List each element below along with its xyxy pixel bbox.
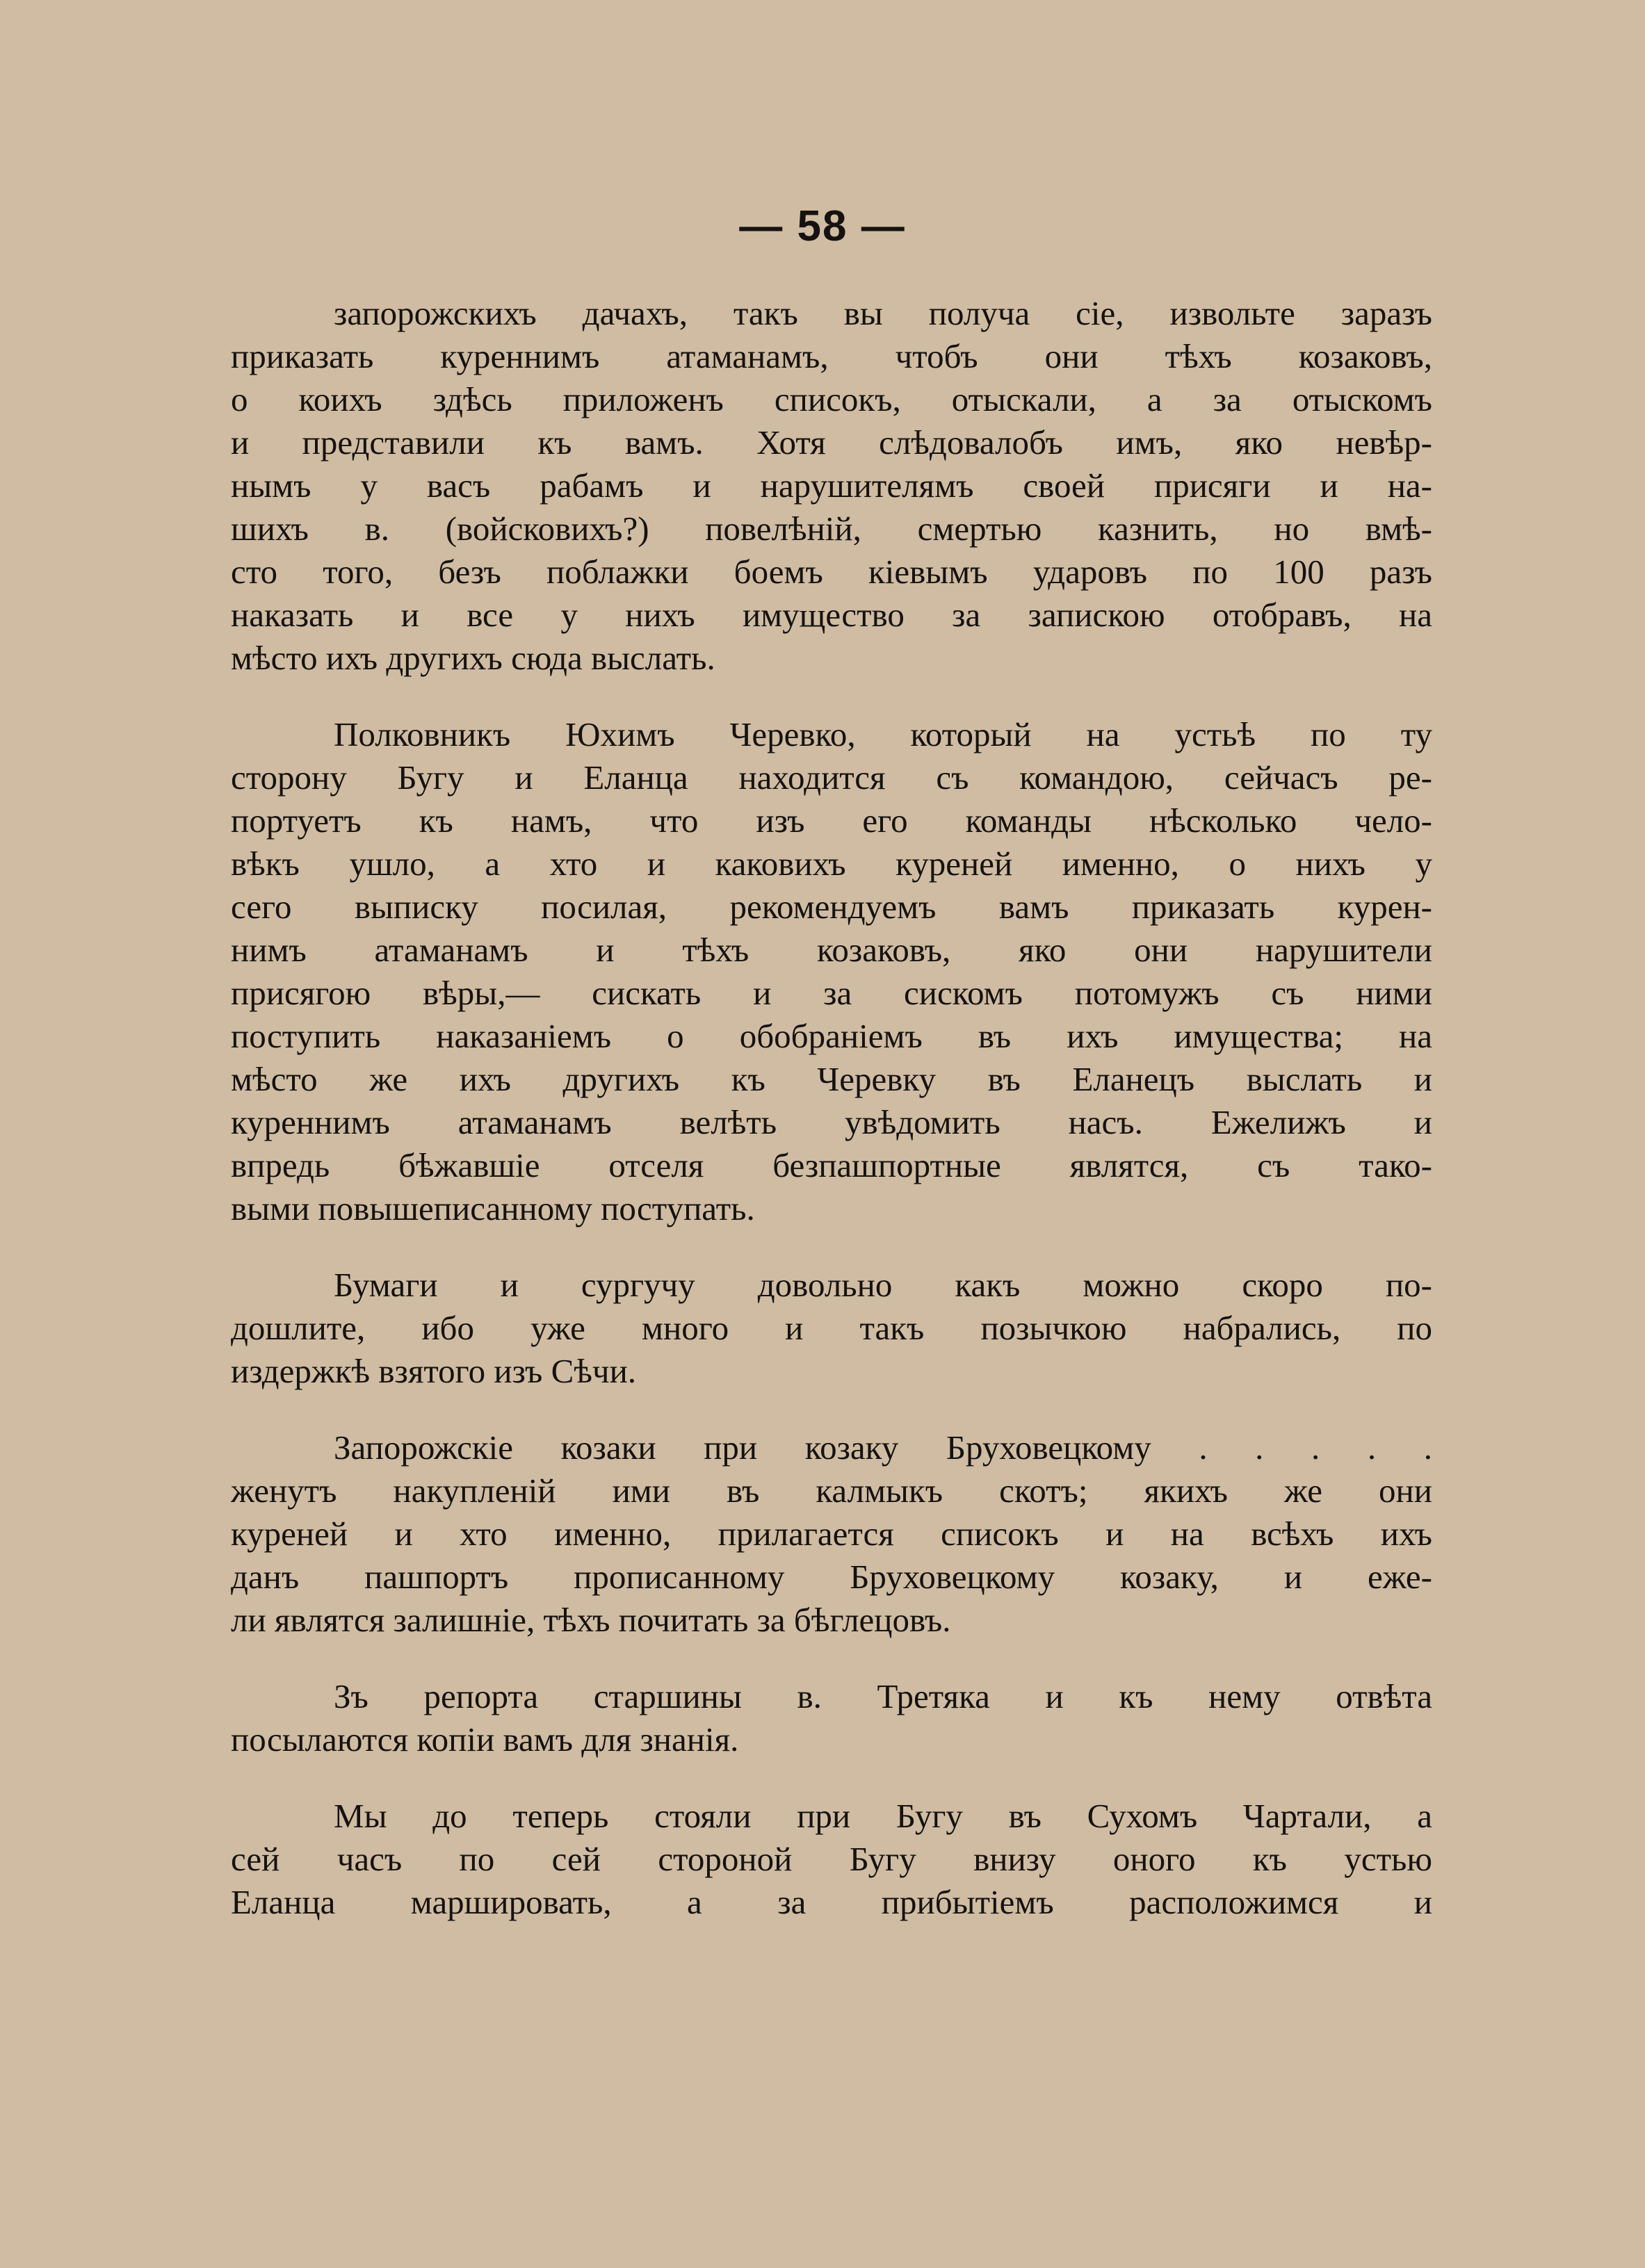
paragraph: [231, 292, 1432, 680]
body-text: [231, 292, 1432, 1957]
text-line: женутъ накупленій ими въ калмыкъ скотъ; якихъ же они: [231, 1471, 1432, 1510]
text-line: Бумаги и сургучу довольно какъ можно скоро по-: [334, 1266, 1432, 1304]
text-line: сто того, безъ поблажки боемъ кіевымъ ударовъ по 100 разъ: [231, 553, 1432, 591]
text-line: сего выписку посилая, рекомендуемъ вамъ приказать курен-: [231, 888, 1432, 926]
paragraph: [231, 1795, 1432, 1924]
text-line: куреней и хто именно, прилагается списокъ и на всѣхъ ихъ: [231, 1515, 1432, 1553]
page-number: — 58 —: [739, 202, 906, 250]
text-line: куреннимъ атаманамъ велѣть увѣдомить насъ. Ежелижъ и: [231, 1103, 1432, 1141]
text-line: Зъ репорта старшины в. Третяка и къ нему отвѣта: [334, 1677, 1432, 1715]
text-line: дошлите, ибо уже много и такъ позычкою набрались, по: [231, 1309, 1432, 1347]
text-line: портуетъ къ намъ, что изъ его команды нѣсколько чело-: [231, 801, 1432, 840]
text-line: Полковникъ Юхимъ Черевко, который на устьѣ по ту: [334, 715, 1432, 753]
text-line: ли являтся залишніе, тѣхъ почитать за бѣглецовъ.: [231, 1601, 951, 1639]
text-line: впредь бѣжавшіе отселя безпашпортные являтся, съ тако-: [231, 1146, 1432, 1184]
text-line: Мы до теперь стояли при Бугу въ Сухомъ Чартали, а: [334, 1797, 1432, 1835]
paragraph: [231, 1426, 1432, 1642]
text-line: нымъ у васъ рабамъ и нарушителямъ своей присяги и на-: [231, 466, 1432, 505]
text-line: сей часъ по сей стороной Бугу внизу оного къ устью: [231, 1840, 1432, 1878]
text-line: наказать и все у нихъ имущество за запискою отобравъ, на: [231, 596, 1432, 634]
text-line: Запорожскіе козаки при козаку Бруховецкому . . . . .: [334, 1428, 1432, 1467]
text-line: мѣсто же ихъ другихъ къ Черевку въ Еланецъ выслать и: [231, 1060, 1432, 1098]
text-line: мѣсто ихъ другихъ сюда выслать.: [231, 639, 715, 677]
text-line: вѣкъ ушло, а хто и каковихъ куреней именно, о нихъ у: [231, 845, 1432, 883]
text-line: и представили къ вамъ. Хотя слѣдовалобъ имъ, яко невѣр-: [231, 423, 1432, 462]
text-line: о коихъ здѣсь приложенъ списокъ, отыскали, а за отыскомъ: [231, 380, 1432, 418]
text-line: приказать куреннимъ атаманамъ, чтобъ они тѣхъ козаковъ,: [231, 337, 1432, 375]
paragraph: [231, 713, 1432, 1230]
text-line: присягою вѣры,— сискать и за сискомъ потомужъ съ ними: [231, 974, 1432, 1012]
text-line: данъ пашпортъ прописанному Бруховецкому козаку, и еже-: [231, 1558, 1432, 1596]
text-line: запорожскихъ дачахъ, такъ вы получа сіе, извольте заразъ: [334, 294, 1432, 332]
text-line: поступить наказаніемъ о обобраніемъ въ ихъ имущества; на: [231, 1017, 1432, 1055]
paragraph: [231, 1264, 1432, 1393]
text-line: издержкѣ взятого изъ Сѣчи.: [231, 1352, 637, 1390]
text-line: шихъ в. (войсковихъ?) повелѣній, смертью казнить, но вмѣ-: [231, 509, 1432, 548]
text-line: Еланца маршировать, а за прибытіемъ расположимся и: [231, 1883, 1432, 1921]
text-line: выми повышеписанному поступать.: [231, 1189, 755, 1227]
text-line: нимъ атаманамъ и тѣхъ козаковъ, яко они нарушители: [231, 931, 1432, 969]
text-line: посылаются копіи вамъ для знанія.: [231, 1720, 739, 1759]
text-line: сторону Бугу и Еланца находится съ командою, сейчасъ ре-: [231, 758, 1432, 797]
paragraph: [231, 1675, 1432, 1761]
